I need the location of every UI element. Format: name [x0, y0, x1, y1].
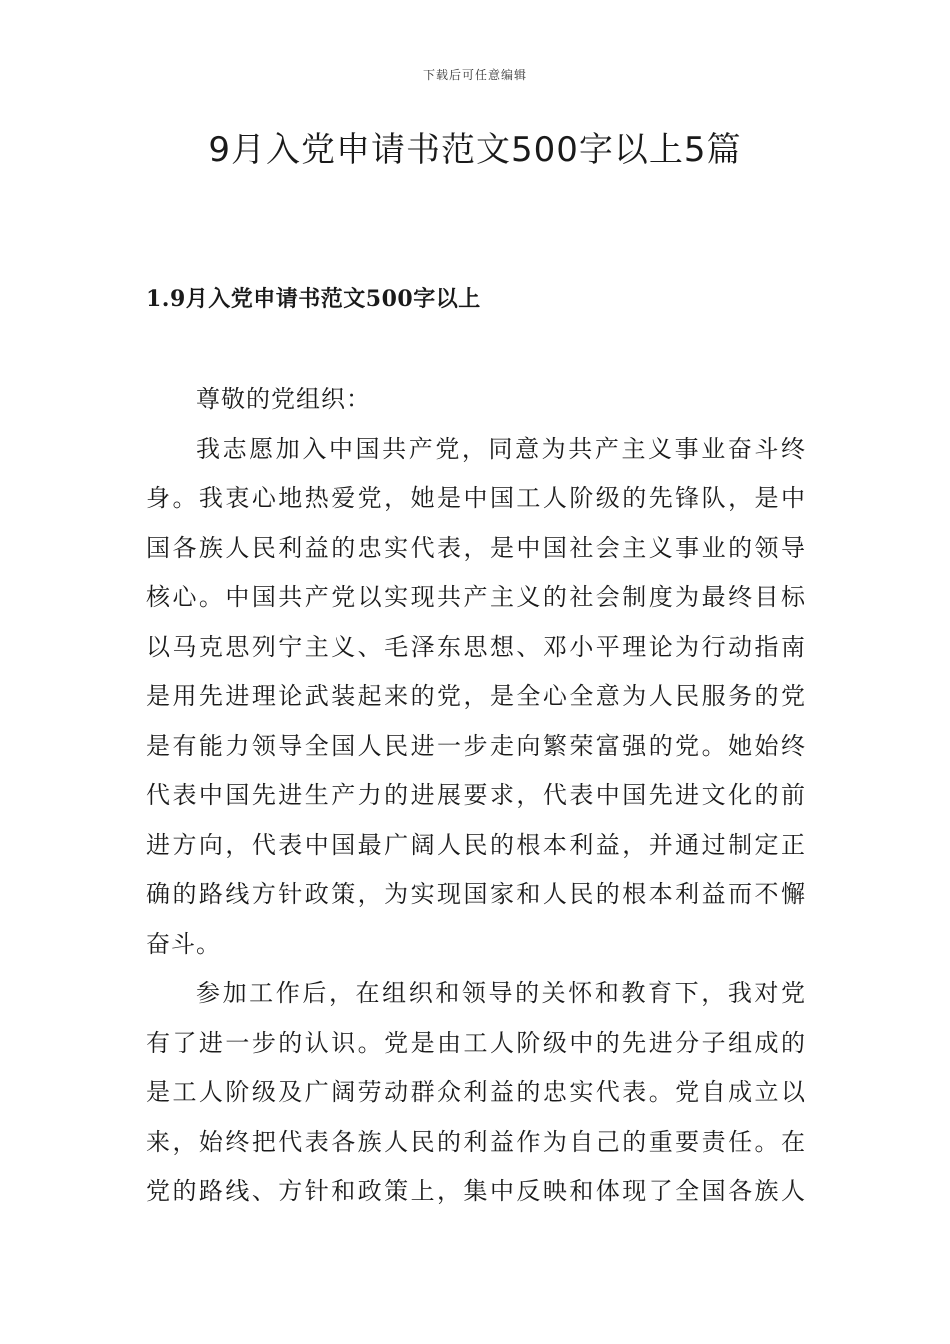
- paragraph-line: 奋斗。: [146, 929, 221, 958]
- paragraph-line: 代表中国先进生产力的进展要求，代表中国先进文化的前: [146, 781, 806, 809]
- paragraph-line: 党的路线、方针和政策上，集中反映和体现了全国各族人: [146, 1177, 806, 1205]
- salutation: 尊敬的党组织：: [196, 385, 371, 413]
- paragraph-line: 参加工作后，在组织和领导的关怀和教育下，我对党: [196, 979, 806, 1007]
- paragraph-2: [146, 969, 806, 1217]
- paragraph-line: 是用先进理论武装起来的党，是全心全意为人民服务的党: [146, 682, 806, 710]
- paragraph-line: 是有能力领导全国人民进一步走向繁荣富强的党。她始终: [146, 731, 806, 760]
- body-text: [146, 375, 806, 1217]
- paragraph-line: 来，始终把代表各族人民的利益作为自己的重要责任。在: [146, 1127, 806, 1156]
- document-title: 9月入党申请书范文500字以上5篇: [208, 130, 742, 170]
- paragraph-line: 确的路线方针政策，为实现国家和人民的根本利益而不懈: [146, 880, 806, 908]
- paragraph-line: 我志愿加入中国共产党，同意为共产主义事业奋斗终: [196, 434, 806, 463]
- paragraph-line: 进方向，代表中国最广阔人民的根本利益，并通过制定正: [146, 830, 806, 859]
- paragraph-line: 有了进一步的认识。党是由工人阶级中的先进分子组成的: [146, 1028, 806, 1057]
- paragraph-line: 核心。中国共产党以实现共产主义的社会制度为最终目标: [146, 583, 806, 611]
- paragraph-1: [146, 425, 806, 970]
- header-note: 下载后可任意编辑: [422, 68, 527, 82]
- paragraph-line: 是工人阶级及广阔劳动群众利益的忠实代表。党自成立以: [146, 1078, 806, 1106]
- paragraph-line: 国各族人民利益的忠实代表，是中国社会主义事业的领导: [146, 533, 806, 562]
- paragraph-line: 以马克思列宁主义、毛泽东思想、邓小平理论为行动指南: [146, 632, 806, 661]
- paragraph-line: 身。我衷心地热爱党，她是中国工人阶级的先锋队，是中: [146, 484, 806, 512]
- section-heading: 1.9月入党申请书范文500字以上: [146, 286, 481, 312]
